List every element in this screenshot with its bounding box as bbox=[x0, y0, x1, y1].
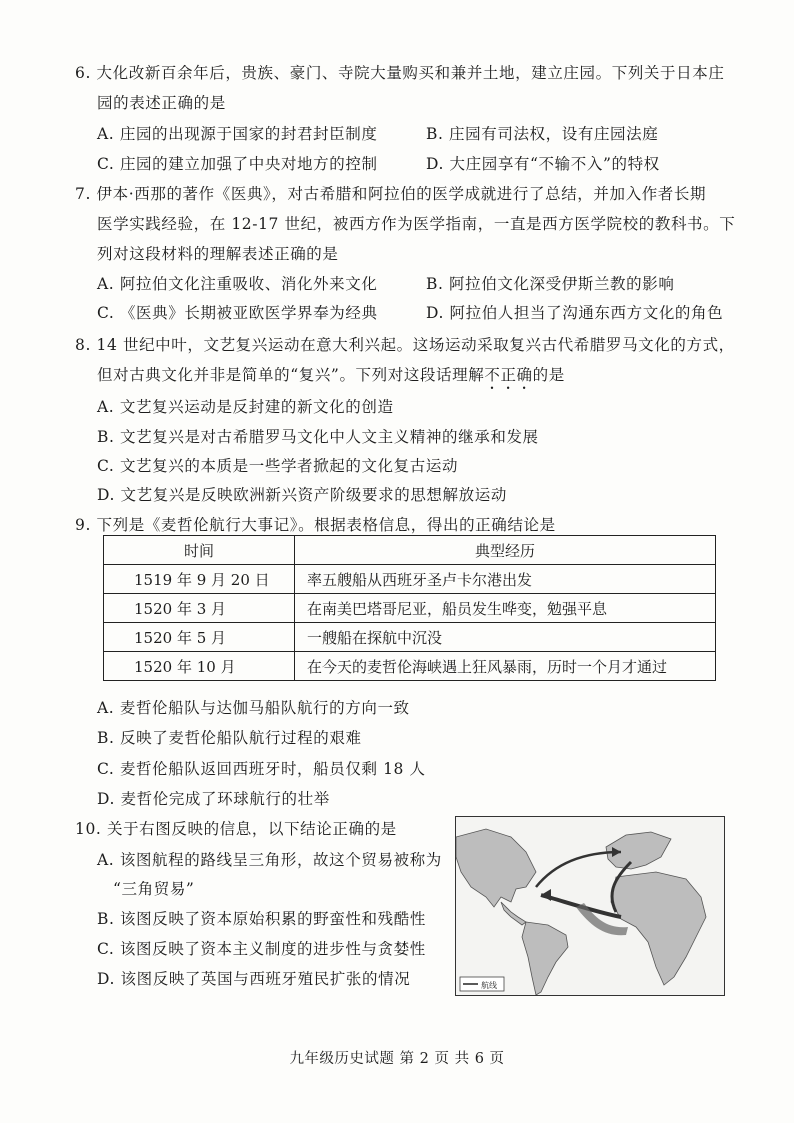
route-arrowhead bbox=[541, 889, 551, 901]
magellan-table bbox=[103, 535, 716, 681]
q8-stem-line1: 8. 14 世纪中叶，文艺复兴运动在意大利兴起。这场运动采取复兴古代希腊罗马文化的方式， bbox=[75, 336, 735, 354]
table-cell-time: 1519 年 9 月 20 日 bbox=[104, 565, 295, 594]
q9-option-b: B. 反映了麦哲伦船队航行过程的艰难 bbox=[97, 729, 362, 747]
q8-option-d: D. 文艺复兴是反映欧洲新兴资产阶级要求的思想解放运动 bbox=[97, 486, 507, 504]
south-america-landmass bbox=[522, 922, 568, 995]
q8-stem-line2 bbox=[97, 365, 565, 393]
q8-stem-pre: 但对古典文化并非是简单的“复兴”。下列对这段话理解 bbox=[97, 366, 485, 384]
table-row bbox=[104, 594, 716, 623]
table-cell-time: 1520 年 3 月 bbox=[104, 594, 295, 623]
q10-option-c: C. 该图反映了资本主义制度的进步性与贪婪性 bbox=[97, 940, 426, 958]
q7-option-d: D. 阿拉伯人担当了沟通东西方文化的角色 bbox=[426, 304, 724, 322]
q9-option-c: C. 麦哲伦船队返回西班牙时，船员仅剩 18 人 bbox=[97, 760, 426, 778]
q6-option-d: D. 大庄园享有“不输不入”的特权 bbox=[426, 155, 660, 173]
triangle-trade-map bbox=[455, 816, 725, 996]
q8-option-c: C. 文艺复兴的本质是一些学者掀起的文化复古运动 bbox=[97, 457, 459, 475]
q7-option-a: A. 阿拉伯文化注重吸收、消化外来文化 bbox=[97, 275, 378, 293]
q7-option-c: C. 《医典》长期被亚欧医学界奉为经典 bbox=[97, 304, 378, 322]
table-cell-event: 率五艘船从西班牙圣卢卡尔港出发 bbox=[295, 565, 716, 594]
table-cell-time: 1520 年 5 月 bbox=[104, 623, 295, 652]
table-header-time: 时间 bbox=[104, 536, 295, 565]
table-row bbox=[104, 565, 716, 594]
q10-option-a-line2: “三角贸易” bbox=[113, 880, 195, 898]
q6-option-b: B. 庄园有司法权，设有庄园法庭 bbox=[426, 125, 659, 143]
central-america-landmass bbox=[501, 902, 526, 925]
q6-option-a: A. 庄园的出现源于国家的封君封臣制度 bbox=[97, 125, 378, 143]
table-header-experience: 典型经历 bbox=[295, 536, 716, 565]
q10-option-a-line1: A. 该图航程的路线呈三角形，故这个贸易被称为 bbox=[97, 851, 442, 869]
q8-stem-post: 的是 bbox=[532, 366, 565, 384]
q6-stem-line2: 园的表述正确的是 bbox=[97, 94, 226, 112]
q8-option-a: A. 文艺复兴运动是反封建的新文化的创造 bbox=[97, 398, 394, 416]
map-graphic bbox=[456, 817, 724, 995]
q7-stem-line2: 医学实践经验，在 12-17 世纪，被西方作为医学指南，一直是西方医学院校的教科书。下 bbox=[97, 215, 736, 233]
table-cell-event: 在今天的麦哲伦海峡遇上狂风暴雨，历时一个月才通过 bbox=[295, 652, 716, 681]
q6-option-c: C. 庄园的建立加强了中央对地方的控制 bbox=[97, 155, 378, 173]
map-legend-label: 航线 bbox=[481, 981, 497, 990]
q8-option-b: B. 文艺复兴是对古希腊罗马文化中人文主义精神的继承和发展 bbox=[97, 428, 539, 446]
q6-stem-line1: 6. 大化改新百余年后，贵族、豪门、寺院大量购买和兼并土地，建立庄园。下列关于日本庄 bbox=[75, 64, 725, 82]
table-row bbox=[104, 623, 716, 652]
page-footer: 九年级历史试题 第 2 页 共 6 页 bbox=[289, 1051, 505, 1067]
q8-stem-emphasis: 不正确 bbox=[484, 366, 533, 384]
table-row bbox=[104, 652, 716, 681]
table-cell-event: 一艘船在探航中沉没 bbox=[295, 623, 716, 652]
q10-option-b: B. 该图反映了资本原始积累的野蛮性和残酷性 bbox=[97, 910, 426, 928]
north-america-landmass bbox=[456, 829, 536, 907]
table-header-row bbox=[104, 536, 716, 565]
q10-option-d: D. 该图反映了英国与西班牙殖民扩张的情况 bbox=[97, 970, 411, 988]
q7-stem-line1: 7. 伊本·西那的著作《医典》，对古希腊和阿拉伯的医学成就进行了总结，并加入作者长期 bbox=[75, 185, 707, 203]
q10-stem: 10. 关于右图反映的信息，以下结论正确的是 bbox=[75, 820, 397, 838]
q9-option-a: A. 麦哲伦船队与达伽马船队航行的方向一致 bbox=[97, 699, 410, 717]
table-cell-time: 1520 年 10 月 bbox=[104, 652, 295, 681]
table-cell-event: 在南美巴塔哥尼亚，船员发生哗变，勉强平息 bbox=[295, 594, 716, 623]
q9-stem: 9. 下列是《麦哲伦航行大事记》。根据表格信息，得出的正确结论是 bbox=[75, 516, 556, 534]
q9-option-d: D. 麦哲伦完成了环球航行的壮举 bbox=[97, 790, 330, 808]
q7-stem-line3: 列对这段材料的理解表述正确的是 bbox=[97, 245, 339, 263]
q7-option-b: B. 阿拉伯文化深受伊斯兰教的影响 bbox=[426, 275, 675, 293]
